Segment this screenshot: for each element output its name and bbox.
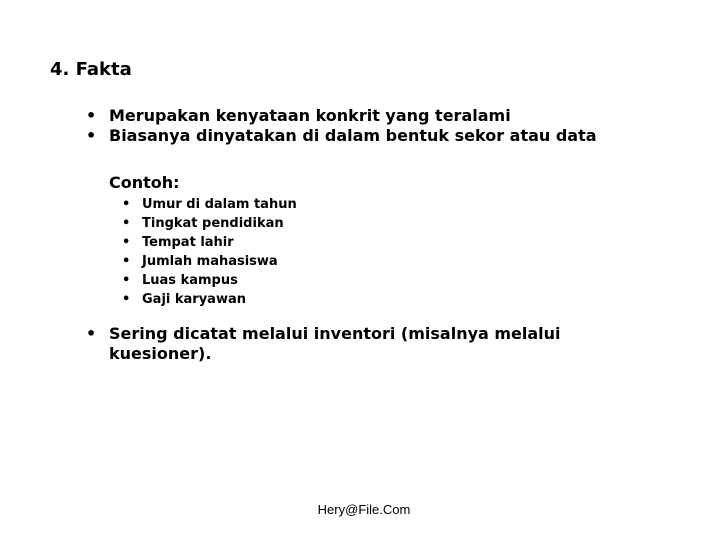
example-item <box>122 271 422 290</box>
bullet-marker: • <box>122 235 131 250</box>
bullet-item <box>86 324 646 364</box>
example-text: Tempat lahir <box>142 235 234 250</box>
bullet-text: Merupakan kenyataan konkrit yang teralami <box>109 106 511 125</box>
example-heading: Contoh: <box>109 173 180 192</box>
bullet-marker: • <box>122 292 131 307</box>
bullet-item <box>86 126 686 146</box>
example-text: Umur di dalam tahun <box>142 197 297 212</box>
bullet-marker: • <box>122 216 131 231</box>
example-text: Jumlah mahasiswa <box>142 254 278 269</box>
example-text: Gaji karyawan <box>142 292 246 307</box>
slide-title: 4. Fakta <box>50 59 132 80</box>
bullet-text: Biasanya dinyatakan di dalam bentuk sekor atau data <box>109 126 597 145</box>
bullet-marker: • <box>122 254 131 269</box>
example-text: Tingkat pendidikan <box>142 216 284 231</box>
example-text: Luas kampus <box>142 273 238 288</box>
bullet-marker: • <box>86 324 97 343</box>
example-item <box>122 214 422 233</box>
example-item <box>122 290 422 309</box>
bullet-marker: • <box>122 273 131 288</box>
bullet-item <box>86 106 686 126</box>
final-bullet-list <box>86 324 646 364</box>
bullet-marker: • <box>122 197 131 212</box>
footer-text: Hery@File.Com <box>317 502 411 517</box>
example-item <box>122 233 422 252</box>
bullet-text: Sering dicatat melalui inventori (misalnya melalui kuesioner). <box>109 324 561 363</box>
example-item <box>122 195 422 214</box>
bullet-marker: • <box>86 126 97 145</box>
main-bullet-list <box>86 106 686 146</box>
example-item <box>122 252 422 271</box>
bullet-marker: • <box>86 106 97 125</box>
example-bullet-list <box>122 195 422 309</box>
